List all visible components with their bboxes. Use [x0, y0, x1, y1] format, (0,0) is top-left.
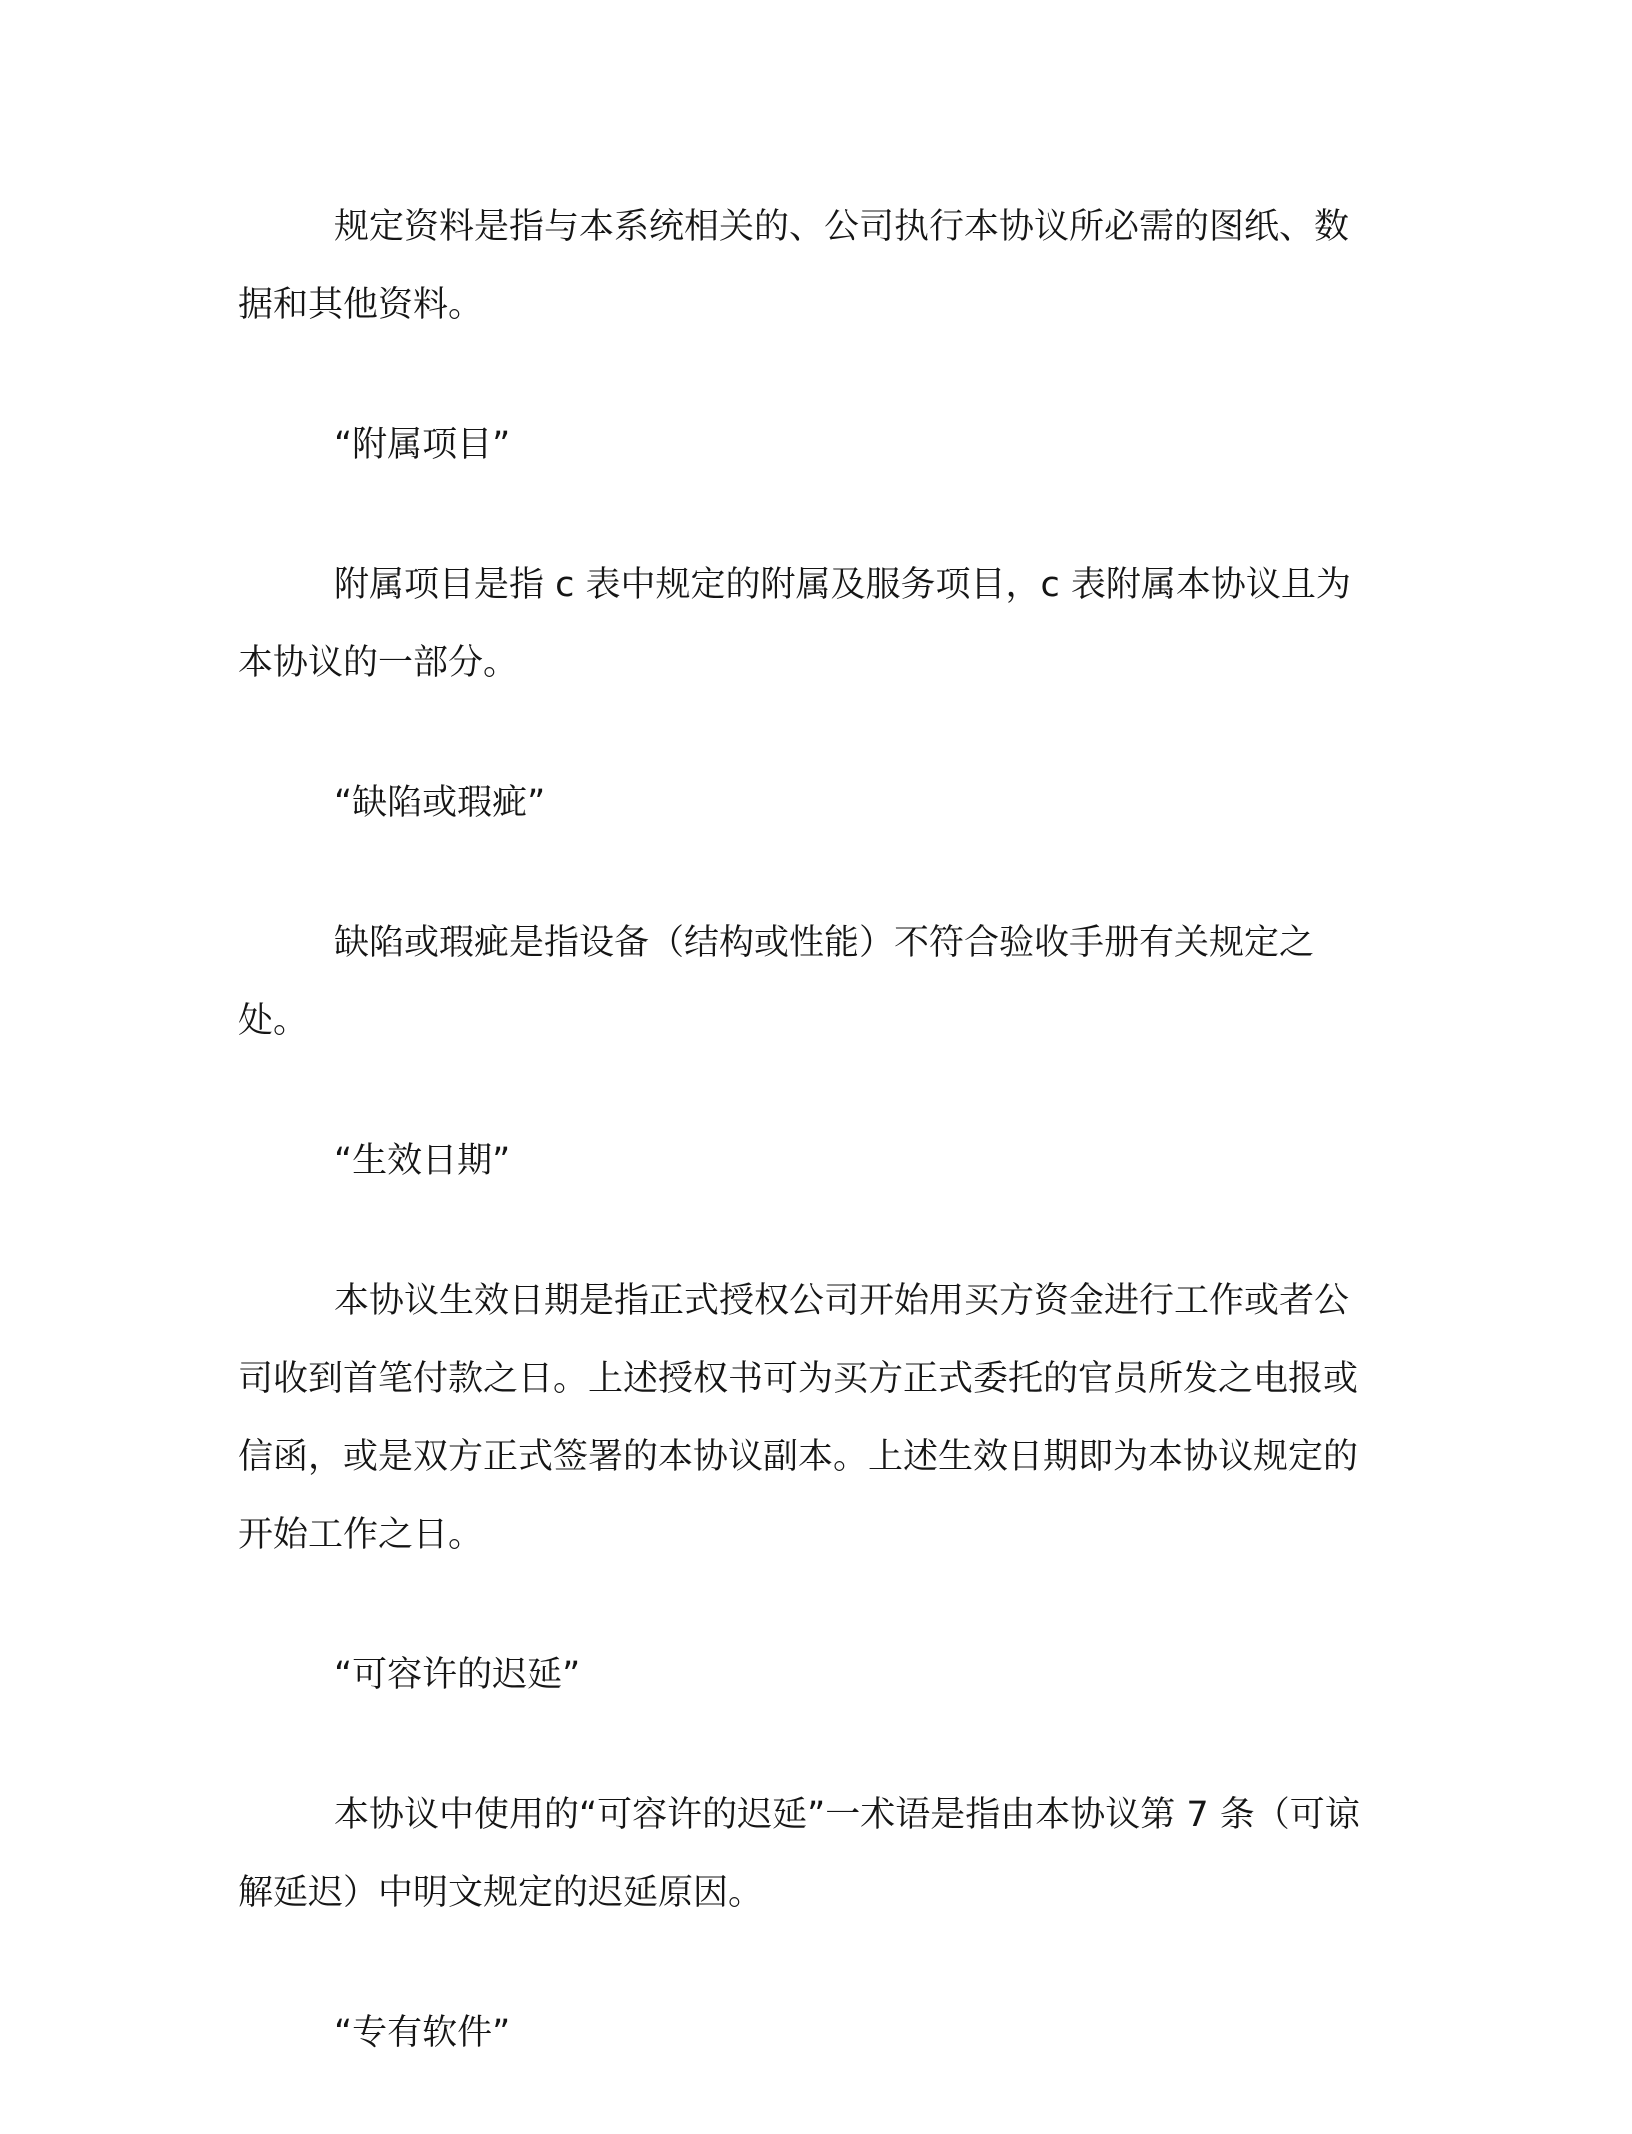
definition-paragraph: 本协议生效日期是指正式授权公司开始用买方资金进行工作或者公司收到首笔付款之日。上述授权书可为买方正式委托的官员所发之电报或信函，或是双方正式签署的本协议副本。上述生效日期即为本协议规定的开始工作之日。 — [238, 1281, 1359, 1555]
defined-term-heading: “专有软件” — [334, 2013, 511, 2053]
defined-term-heading: “可容许的迟延” — [334, 1655, 581, 1695]
definition-paragraph: 本协议中使用的“可容许的迟延”一术语是指由本协议第 7 条（可谅解延迟）中明文规定的迟延原因。 — [238, 1795, 1360, 1913]
defined-term-heading: “生效日期” — [334, 1141, 511, 1181]
definition-paragraph: 缺陷或瑕疵是指设备（结构或性能）不符合验收手册有关规定之处。 — [238, 923, 1315, 1041]
definition-paragraph: 规定资料是指与本系统相关的、公司执行本协议所必需的图纸、数据和其他资料。 — [238, 207, 1350, 325]
defined-term-heading: “缺陷或瑕疵” — [334, 783, 546, 823]
defined-term-heading: “附属项目” — [334, 425, 511, 465]
definition-paragraph: 附属项目是指 c 表中规定的附属及服务项目，c 表附属本协议且为本协议的一部分。 — [238, 565, 1351, 683]
document-body — [238, 188, 1378, 2134]
